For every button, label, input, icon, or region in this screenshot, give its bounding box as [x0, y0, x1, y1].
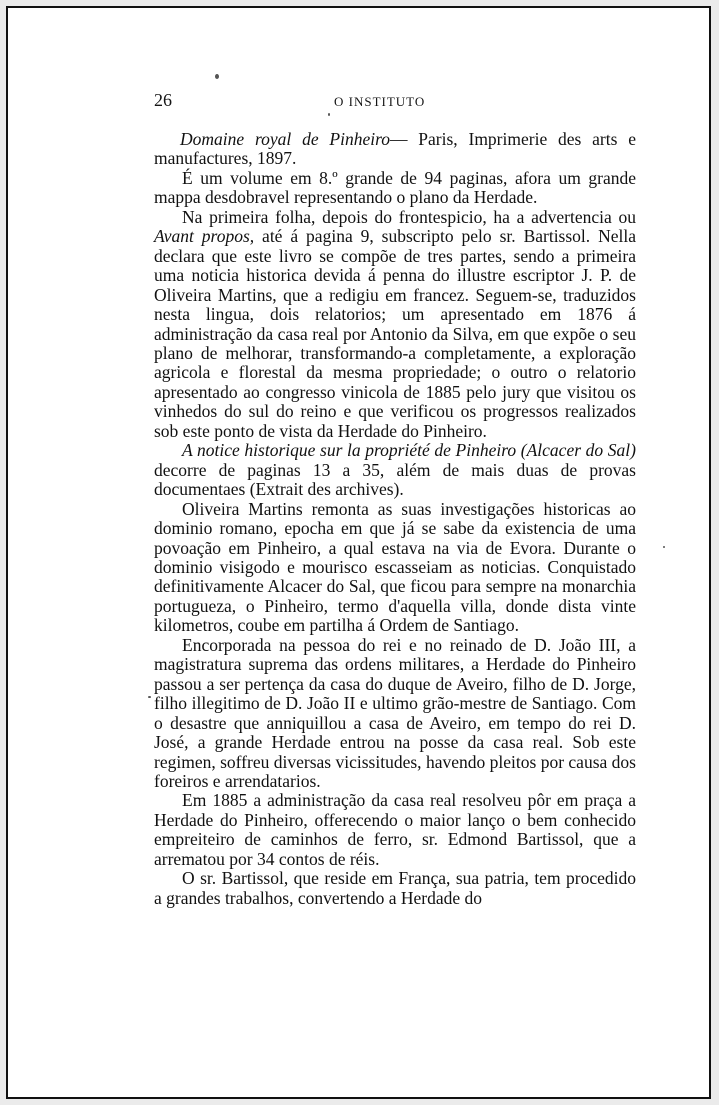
paragraph-notice-historique	[154, 441, 636, 499]
paragraph-bartissol: O sr. Bartissol, que reside em França, sua patria, tem procedido a grandes trabalhos, convertendo a Herdade do	[154, 868, 636, 908]
scan-speck	[663, 546, 665, 548]
paragraph-auction-1885: Em 1885 a administração da casa real resolveu pôr em praça a Herdade do Pinheiro, offerecendo o maior lanço o bem conhecido empreiteiro de caminhos de ferro, sr. Edmond Bartissol, que a arrematou por 34 contos de réis.	[154, 790, 636, 869]
running-title: O INSTITUTO	[334, 94, 426, 109]
paragraph-contents	[154, 208, 636, 441]
page-number: 26	[154, 90, 172, 110]
paragraph-contents-start: Na primeira folha, depois do frontespicio, ha a advertencia ou	[182, 206, 636, 227]
publication-info: — Paris, Imprimerie des arts e manufactures, 1897.	[154, 129, 637, 169]
scan-speck	[328, 113, 330, 116]
book-title: Domaine royal de Pinheiro	[180, 129, 390, 149]
page-header	[154, 88, 630, 112]
avant-propos-title: Avant propos,	[154, 226, 255, 247]
scan-speck	[148, 696, 151, 698]
notice-title: A notice historique sur la propriété de Pinheiro (Alcacer do Sal)	[182, 440, 636, 461]
scan-speck	[215, 74, 219, 79]
paragraph-volume-description: É um volume em 8.º grande de 94 paginas, afora um grande mappa desdobravel representando o plano da Herdade.	[154, 167, 636, 208]
paragraph-roman-history: Oliveira Martins remonta as suas investigações historicas ao dominio romano, epocha em que já se sabe da existencia de uma povoação em Pinheiro, a qual estava na via de Evora. Durante o dominio visigodo e mourisco escasseiam as noticias. Conquistado definitivamente Alcacer do Sal, que ficou para sempre na monarchia portugueza, o Pinheiro, termo d'aquella villa, donde dista vinte kilometros, coube em partilha á Ordem de Santiago.	[154, 498, 636, 636]
paragraph-contents-rest: até á pagina 9, subscripto pelo sr. Bartissol. Nella declara que este livro se compõe de tres partes, sendo a primeira uma noticia historica devida á penna do illustre escriptor J. P. de Oliveira Martins, que a redigiu em francez. Seguem-se, traduzidos nesta lingua, dois relatorios; um apresentado em 1876 á administração da casa real por Antonio da Silva, em que expõe o seu plano de melhorar, transformando-a completamente, a exploração agricola e florestal da mesma propriedade; o outro o relatorio apresentado ao congresso vinicola de 1885 pelo jury que visitou os vinhedos do sul do reino e que verificou os progressos realizados sob este ponto de vista da Herdade do Pinheiro.	[154, 226, 636, 441]
bibliographic-entry	[154, 130, 636, 169]
body-text	[154, 130, 636, 908]
paragraph-aveiro-history: Encorporada na pessoa do rei e no reinado de D. João III, a magistratura suprema das ordens militares, a Herdade do Pinheiro passou a ser pertença da casa do duque de Aveiro, filho de D. Jorge, filho illegitimo de D. João II e ultimo grão-mestre de Santiago. Com o desastre que anniquillou a casa de Aveiro, em tempo do rei D. José, a grande Herdade entrou na posse da casa real. Sob este regimen, soffreu diversas vicissitudes, havendo pleitos por causa dos foreiros e arrendatarios.	[154, 634, 636, 791]
notice-pages: decorre de paginas 13 a 35, além de mais duas de provas documentaes (Extrait des archives).	[154, 459, 636, 500]
scanned-page	[6, 6, 711, 1099]
